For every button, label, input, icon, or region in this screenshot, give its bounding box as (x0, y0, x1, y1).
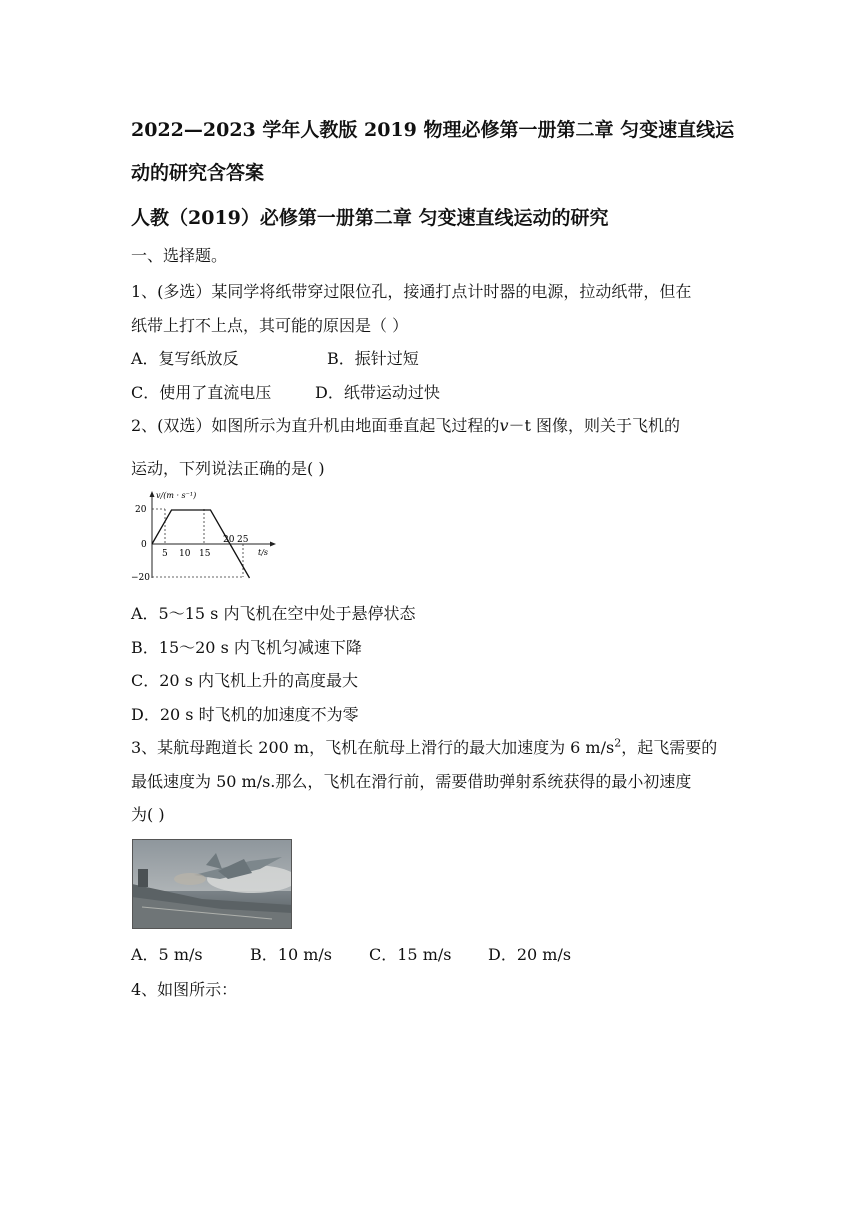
q2-stem-line-1 (131, 415, 680, 437)
q3-stem-line-2: 最低速度为 50 m/s.那么，飞机在滑行前，需要借助弹射系统获得的最小初速度 (131, 772, 692, 791)
carrier-jet-photo (132, 839, 292, 929)
jet-exhaust (174, 873, 206, 885)
q3-option-c: C．15 m/s (369, 945, 452, 964)
x-tick-15: 15 (199, 549, 211, 559)
q3-stem-superscript: 2 (614, 736, 622, 750)
q2-stem-v: v (499, 416, 509, 435)
q3-stem-suffix: ，起飞需要的 (621, 738, 718, 757)
q2-stem-line-2: 运动，下列说法正确的是( ) (131, 459, 325, 478)
carrier-island (138, 869, 148, 887)
q3-option-b: B．10 m/s (250, 945, 332, 964)
x-axis-arrow (270, 542, 276, 547)
document-title-line-2: 动的研究含答案 (131, 162, 265, 184)
q2-option-d: D．20 s 时飞机的加速度不为零 (131, 705, 359, 724)
q1-stem-line-1: 1、(多选）某同学将纸带穿过限位孔，接通打点计时器的电源，拉动纸带，但在 (131, 282, 692, 301)
x-tick-5: 5 (162, 549, 168, 559)
y-axis-label: v/(m · s⁻¹) (156, 491, 197, 500)
y-tick-20: 20 (135, 505, 147, 515)
q1-option-d: D．纸带运动过快 (315, 383, 440, 402)
q2-stem-prefix: 2、(双选）如图所示为直升机由地面垂直起飞过程的 (131, 416, 500, 435)
q3-option-a: A．5 m/s (131, 945, 203, 964)
x-axis-label: t/s (258, 548, 269, 557)
y-tick-0: 0 (141, 540, 147, 550)
document-subtitle: 人教（2019）必修第一册第二章 匀变速直线运动的研究 (131, 207, 609, 229)
q3-option-d: D．20 m/s (488, 945, 572, 964)
y-tick-neg20: −20 (131, 573, 150, 583)
y-axis-arrow (150, 491, 155, 497)
x-tick-20: 20 (223, 535, 235, 545)
q3-stem-line-1 (131, 737, 717, 759)
x-tick-10: 10 (179, 549, 191, 559)
q3-stem-prefix: 3、某航母跑道长 200 m，飞机在航母上滑行的最大加速度为 6 m/s (131, 738, 615, 757)
section-heading: 一、选择题。 (131, 246, 228, 265)
q2-option-a: A．5～15 s 内飞机在空中处于悬停状态 (131, 604, 416, 623)
vt-graph (127, 488, 287, 588)
x-tick-25: 25 (237, 535, 249, 545)
q4-stem-line-1: 4、如图所示： (131, 980, 238, 999)
q1-option-c: C．使用了直流电压 (131, 383, 272, 402)
q2-option-c: C．20 s 内飞机上升的高度最大 (131, 671, 358, 690)
q1-stem-line-2: 纸带上打不上点，其可能的原因是（ ） (131, 316, 409, 335)
q1-option-b: B．振针过短 (327, 349, 419, 368)
q2-stem-suffix: －t 图像，则关于飞机的 (508, 416, 681, 435)
q3-stem-line-3: 为( ) (131, 805, 165, 824)
q2-option-b: B．15～20 s 内飞机匀减速下降 (131, 638, 362, 657)
document-title-line-1: 2022—2023 学年人教版 2019 物理必修第一册第二章 匀变速直线运 (131, 119, 735, 141)
q1-option-a: A．复写纸放反 (131, 349, 239, 368)
